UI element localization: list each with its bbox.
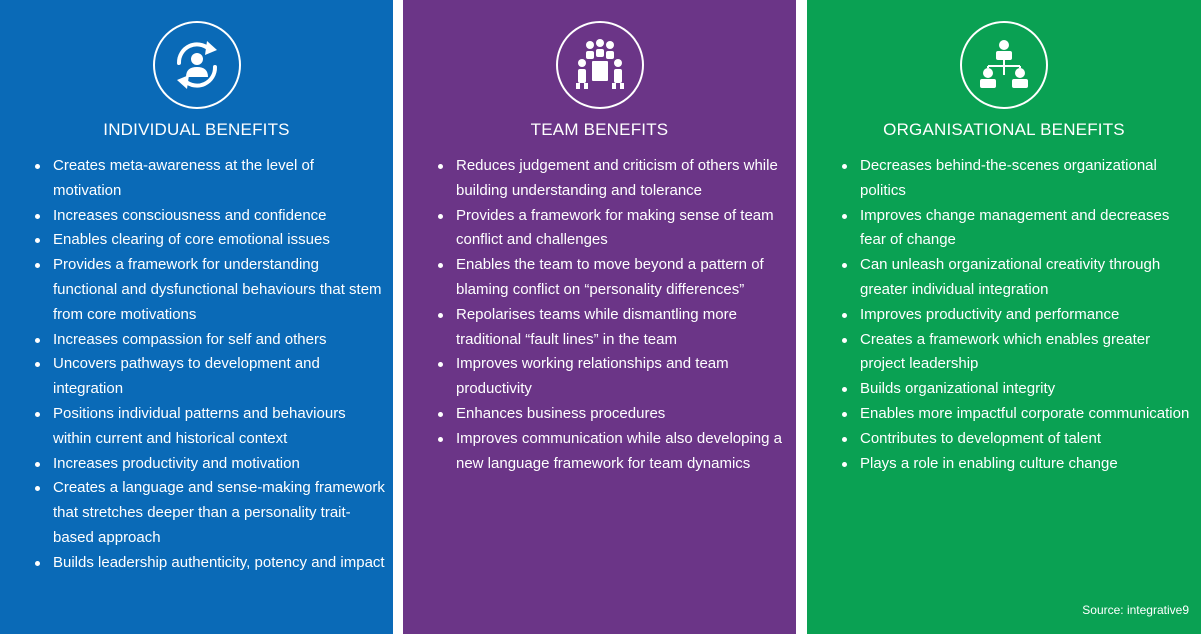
list-item: Creates a framework which enables greater project leadership	[841, 328, 1193, 378]
benefits-list	[841, 154, 1193, 476]
list-item: Enables more impactful corporate communication	[841, 402, 1193, 427]
list-item: Repolarises teams while dismantling more traditional “fault lines” in the team	[437, 303, 792, 353]
list-item: Improves productivity and performance	[841, 303, 1193, 328]
list-item: Can unleash organizational creativity through greater individual integration	[841, 253, 1193, 303]
list-item: Builds organizational integrity	[841, 377, 1193, 402]
list-item: Enhances business procedures	[437, 402, 792, 427]
list-item: Provides a framework for making sense of team conflict and challenges	[437, 204, 792, 254]
list-item: Plays a role in enabling culture change	[841, 452, 1193, 477]
list-item: Decreases behind-the-scenes organizational politics	[841, 154, 1193, 204]
panel-title: INDIVIDUAL BENEFITS	[103, 120, 290, 139]
person-cycle-icon	[153, 21, 241, 109]
list-item: Improves working relationships and team productivity	[437, 352, 792, 402]
list-item: Increases consciousness and confidence	[34, 204, 386, 229]
benefits-list	[34, 154, 386, 576]
panel-title: TEAM BENEFITS	[530, 120, 669, 139]
source-credit: Source: integrative9	[1082, 603, 1189, 617]
list-item: Creates a language and sense-making framework that stretches deeper than a personality trait-based approach	[34, 476, 386, 550]
list-item: Enables the team to move beyond a pattern of blaming conflict on “personality differences”	[437, 253, 792, 303]
panel-title: ORGANISATIONAL BENEFITS	[883, 120, 1125, 139]
list-item: Provides a framework for understanding functional and dysfunctional behaviours that stem from core motivations	[34, 253, 386, 327]
organisational-benefits-panel	[807, 0, 1201, 634]
list-item: Improves communication while also developing a new language framework for team dynamics	[437, 427, 792, 477]
list-item: Creates meta-awareness at the level of motivation	[34, 154, 386, 204]
list-item: Enables clearing of core emotional issues	[34, 228, 386, 253]
list-item: Reduces judgement and criticism of others while building understanding and tolerance	[437, 154, 792, 204]
org-hierarchy-icon	[960, 21, 1048, 109]
list-item: Contributes to development of talent	[841, 427, 1193, 452]
individual-benefits-panel	[0, 0, 393, 634]
list-item: Increases productivity and motivation	[34, 452, 386, 477]
list-item: Positions individual patterns and behaviours within current and historical context	[34, 402, 386, 452]
list-item: Improves change management and decreases fear of change	[841, 204, 1193, 254]
team-benefits-panel	[403, 0, 796, 634]
team-meeting-icon	[556, 21, 644, 109]
benefits-list	[437, 154, 792, 476]
list-item: Increases compassion for self and others	[34, 328, 386, 353]
list-item: Builds leadership authenticity, potency and impact	[34, 551, 386, 576]
list-item: Uncovers pathways to development and integration	[34, 352, 386, 402]
